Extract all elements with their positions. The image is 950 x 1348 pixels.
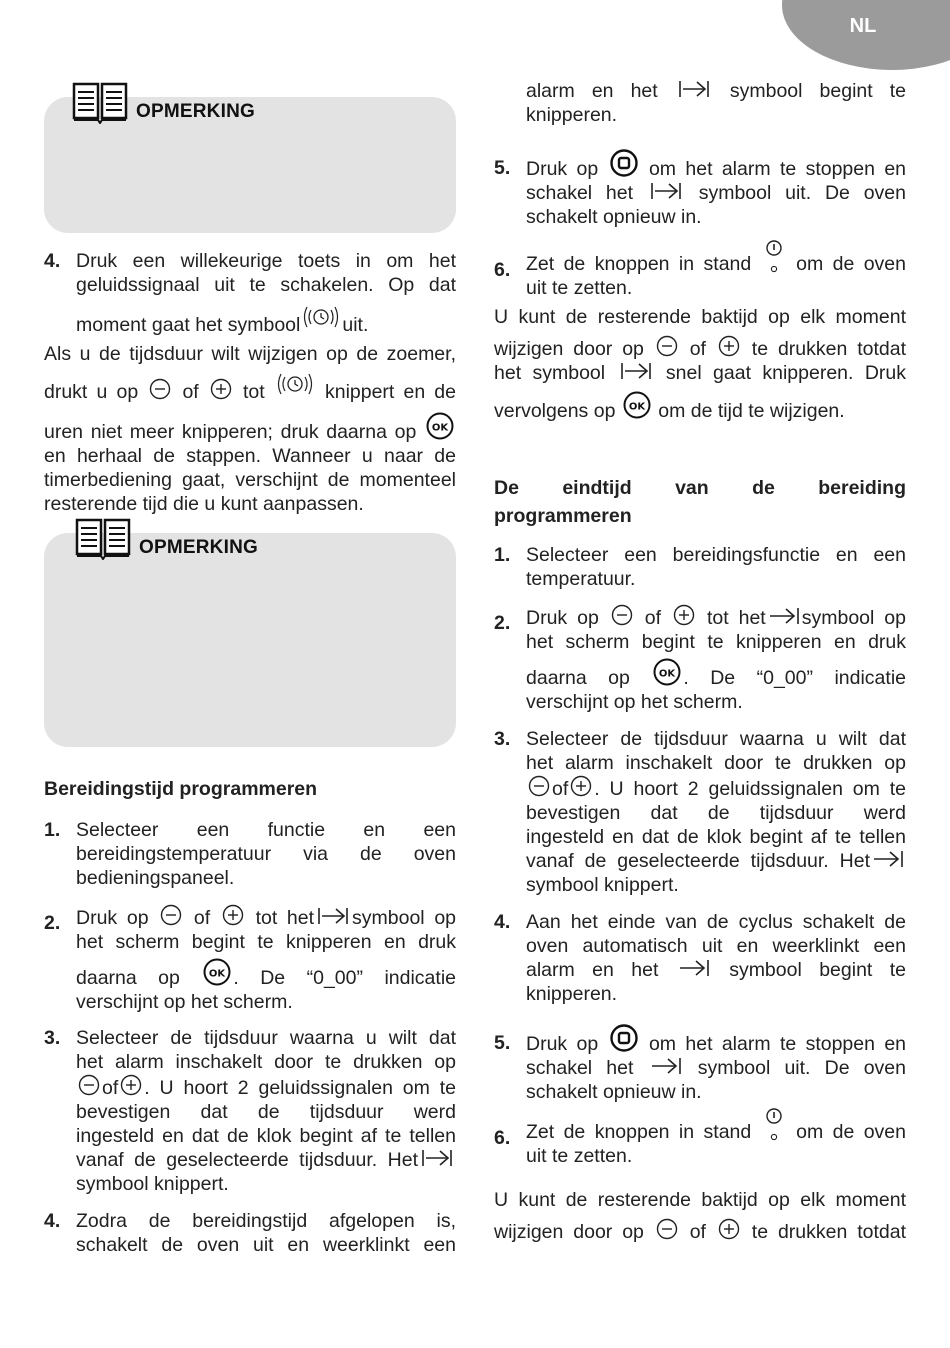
paragraph [44, 342, 456, 516]
list-item [44, 1026, 456, 1196]
text-line [526, 658, 906, 690]
plus-circle-icon [570, 775, 592, 797]
text-part: om de oven [796, 253, 906, 275]
ok-button-icon [426, 412, 454, 440]
note-header-2 [75, 518, 258, 560]
text-part: daarna op [526, 667, 630, 689]
minus-circle-icon [656, 1218, 678, 1240]
text-line: temperatuur. [526, 568, 636, 590]
text-part: vervolgens op [494, 400, 616, 422]
text-line: het scherm begint te knipperen en druk [526, 631, 906, 653]
text-part: of [689, 338, 706, 360]
text-line: resterende tijd die u kunt aanpassen. [44, 493, 364, 515]
ok-button-icon [653, 658, 681, 686]
minus-circle-icon [149, 378, 171, 400]
text-part: symbool uit. De oven [697, 1057, 906, 1079]
text-part: te drukken totdat [751, 1221, 907, 1243]
list-number: 1. [44, 819, 61, 841]
note-title: OPMERKING [139, 537, 258, 558]
list-item [494, 1108, 906, 1168]
alarm-bell-icon [276, 370, 314, 400]
off-position-icon [763, 1108, 785, 1144]
end-time-arrow-icon [678, 958, 710, 978]
text-line: Selecteer de tijdsduur waarna u wilt dat [76, 1027, 456, 1049]
text-line: ingesteld en dat de klok begint af te tellen [76, 1125, 456, 1147]
end-time-arrow-icon [650, 1056, 682, 1076]
text-line [76, 303, 456, 337]
text-part: wijzigen door op [494, 1221, 644, 1243]
text-line [526, 1024, 906, 1056]
text-line: schakelt de oven uit en weerklinkt een [76, 1234, 456, 1256]
text-part: Druk op [526, 607, 599, 629]
list-item-continued [494, 79, 906, 127]
list-number: 3. [44, 1027, 61, 1049]
text-part: om het alarm te stoppen en [648, 158, 907, 180]
list-number: 2. [44, 912, 61, 934]
text-part: schakel het [526, 1057, 634, 1079]
text-line [76, 958, 456, 990]
text-line [526, 181, 906, 205]
paragraph [494, 1188, 906, 1244]
text-part: symbool begint te [729, 959, 906, 981]
text-part: vanaf de geselecteerde tijdsduur. Het [76, 1149, 418, 1171]
alarm-bell-icon [302, 303, 340, 333]
plus-circle-icon [673, 604, 695, 626]
text-line: Aan het einde van de cyclus schakelt de [526, 911, 906, 933]
svg-text:OK: OK [431, 422, 449, 434]
text-line [44, 412, 456, 444]
list-number: 4. [44, 1210, 61, 1232]
list-item [494, 1024, 906, 1104]
text-part: . De “0_00” indicatie [683, 667, 906, 689]
ok-button-icon [623, 391, 651, 419]
text-line: uit te zetten. [526, 277, 633, 299]
text-line [526, 149, 906, 181]
text-part: moment gaat het symbool [76, 314, 301, 336]
list-number: 6. [494, 1127, 511, 1149]
end-time-arrow-icon [619, 361, 653, 381]
text-line [494, 335, 906, 361]
text-part: symbool begint te [729, 80, 907, 102]
end-time-arrow-icon [677, 79, 711, 99]
text-part: vanaf de geselecteerde tijdsduur. Het [526, 850, 870, 872]
text-line: en herhaal de stappen. Wanneer u naar de [44, 445, 456, 467]
text-line: het scherm begint te knipperen en druk [76, 931, 456, 953]
text-part: Druk op [526, 1033, 599, 1055]
text-part: of [644, 607, 662, 629]
section-heading [494, 474, 906, 530]
stop-button-icon [610, 149, 638, 177]
text-line: Selecteer een functie en een [76, 819, 456, 841]
text-part: . U hoort 2 geluidssignalen om te [594, 778, 906, 800]
text-line: knipperen. [526, 104, 618, 126]
note-box-2 [44, 533, 456, 747]
text-line [526, 604, 906, 630]
paragraph [494, 305, 906, 423]
text-line [76, 1148, 456, 1172]
text-line: het alarm inschakelt door te drukken op [76, 1051, 456, 1073]
list-number: 5. [494, 157, 511, 179]
text-line [76, 1074, 456, 1100]
end-time-arrow-icon [316, 906, 350, 926]
text-part: drukt u op [44, 381, 139, 403]
list-item [494, 240, 906, 300]
text-part: of [102, 1077, 119, 1099]
text-part: wijzigen door op [494, 338, 644, 360]
section-heading: Bereidingstijd programmeren [44, 778, 318, 800]
end-time-arrow-icon [768, 606, 800, 626]
plus-circle-icon [210, 378, 232, 400]
list-number: 4. [44, 250, 61, 272]
text-line: schakelt opnieuw in. [526, 206, 702, 228]
list-item [494, 604, 906, 714]
list-number: 1. [494, 544, 511, 566]
text-line [526, 849, 906, 873]
text-part: Druk op [76, 907, 149, 929]
text-part: alarm en het [526, 959, 659, 981]
text-line [44, 370, 456, 404]
text-part: symbool op [352, 907, 457, 929]
text-part: alarm en het [526, 80, 658, 102]
end-time-arrow-icon [420, 1148, 454, 1168]
text-line [526, 1108, 906, 1144]
text-part: of [552, 778, 569, 800]
text-part: om de tijd te wijzigen. [658, 400, 845, 422]
text-line: U kunt de resterende baktijd op elk moment [494, 1189, 906, 1211]
text-part: om het alarm te stoppen en [648, 1033, 907, 1055]
text-line: knipperen. [526, 983, 618, 1005]
text-line [526, 79, 906, 103]
minus-circle-icon [160, 904, 182, 926]
list-number: 6. [494, 259, 511, 281]
text-line: bedieningspaneel. [76, 867, 235, 889]
text-line: bevestigen dat de tijdsduur werd [526, 802, 906, 824]
minus-circle-icon [656, 335, 678, 357]
list-item [44, 818, 456, 890]
minus-circle-icon [78, 1074, 100, 1096]
text-part: Druk op [526, 158, 599, 180]
list-number: 2. [494, 612, 511, 634]
minus-circle-icon [611, 604, 633, 626]
plus-circle-icon [222, 904, 244, 926]
text-part: . U hoort 2 geluidssignalen om te [144, 1077, 456, 1099]
list-item [44, 1209, 456, 1257]
text-part: . De “0_00” indicatie [233, 967, 456, 989]
list-item [494, 727, 906, 897]
text-line: schakelt opnieuw in. [526, 1081, 702, 1103]
list-item [494, 149, 906, 229]
language-label: NL [849, 15, 877, 37]
text-line: timerbediening gaat, verschijnt de momenteel [44, 469, 456, 491]
text-part: symbool uit. De oven [698, 182, 906, 204]
svg-text:OK: OK [659, 668, 676, 680]
note-header-1 [72, 82, 255, 124]
text-line [494, 1218, 906, 1244]
text-part: Zet de knoppen in stand [526, 1121, 752, 1143]
heading-line: programmeren [494, 505, 632, 527]
text-part: het symbool [494, 362, 606, 384]
plus-circle-icon [718, 335, 740, 357]
text-line [494, 361, 906, 385]
text-part: schakel het [526, 182, 634, 204]
list-number: 3. [494, 728, 511, 750]
plus-circle-icon [718, 1218, 740, 1240]
text-part: snel gaat knipperen. Druk [665, 362, 907, 384]
book-icon [72, 82, 128, 124]
text-line: verschijnt op het scherm. [76, 991, 293, 1013]
text-part: om de oven [796, 1121, 906, 1143]
list-item [44, 249, 456, 337]
text-line: oven automatisch uit en weerklinkt een [526, 935, 906, 957]
text-line: ingesteld en dat de klok begint af te tellen [526, 826, 906, 848]
end-time-arrow-icon [872, 849, 904, 869]
text-part: knippert en de [324, 381, 456, 403]
text-line: bereidingstemperatuur via de oven [76, 843, 456, 865]
text-line: U kunt de resterende baktijd op elk moment [494, 306, 906, 328]
text-line [526, 775, 906, 801]
text-line: Zodra de bereidingstijd afgelopen is, [76, 1210, 456, 1232]
text-part: of [689, 1221, 706, 1243]
text-part: Zet de knoppen in stand [526, 253, 752, 275]
text-line: Als u de tijdsduur wilt wijzigen op de zoemer, [44, 343, 456, 365]
text-line [494, 391, 906, 423]
text-part: of [182, 381, 199, 403]
text-part: tot het [255, 907, 315, 929]
end-time-arrow-icon [649, 181, 683, 201]
svg-text:OK: OK [209, 968, 226, 980]
text-line: geluidssignaal uit te schakelen. Op dat [76, 274, 456, 296]
text-part: uit. [342, 314, 369, 336]
text-line: het alarm inschakelt door te drukken op [526, 752, 906, 774]
list-number: 4. [494, 911, 511, 933]
heading-line: De eindtijd van de bereiding [494, 477, 906, 499]
text-line: symbool knippert. [76, 1173, 229, 1195]
text-line [526, 958, 906, 982]
text-part: of [193, 907, 211, 929]
text-line: uit te zetten. [526, 1145, 633, 1167]
ok-button-icon [203, 958, 231, 986]
text-line [76, 904, 456, 930]
text-part: symbool op [801, 607, 906, 629]
text-line [526, 240, 906, 276]
note-title: OPMERKING [136, 101, 255, 122]
text-part: te drukken totdat [751, 338, 907, 360]
text-line [526, 1056, 906, 1080]
text-part: tot het [706, 607, 766, 629]
text-line: bevestigen dat de tijdsduur werd [76, 1101, 456, 1123]
list-item [44, 904, 456, 1014]
off-position-icon [763, 240, 785, 276]
text-part: uren niet meer knipperen; druk daarna op [44, 421, 417, 443]
minus-circle-icon [528, 775, 550, 797]
text-line: symbool knippert. [526, 874, 679, 896]
list-item [494, 910, 906, 1006]
text-line: verschijnt op het scherm. [526, 691, 743, 713]
book-icon [75, 518, 131, 560]
list-item [494, 543, 906, 591]
plus-circle-icon [120, 1074, 142, 1096]
svg-text:OK: OK [628, 401, 645, 413]
text-line: Druk een willekeurige toets in om het [76, 250, 456, 272]
text-part: tot [243, 381, 265, 403]
text-part: daarna op [76, 967, 180, 989]
stop-button-icon [610, 1024, 638, 1052]
text-line: Selecteer de tijdsduur waarna u wilt dat [526, 728, 906, 750]
list-number: 5. [494, 1032, 511, 1054]
text-line: Selecteer een bereidingsfunctie en een [526, 544, 906, 566]
